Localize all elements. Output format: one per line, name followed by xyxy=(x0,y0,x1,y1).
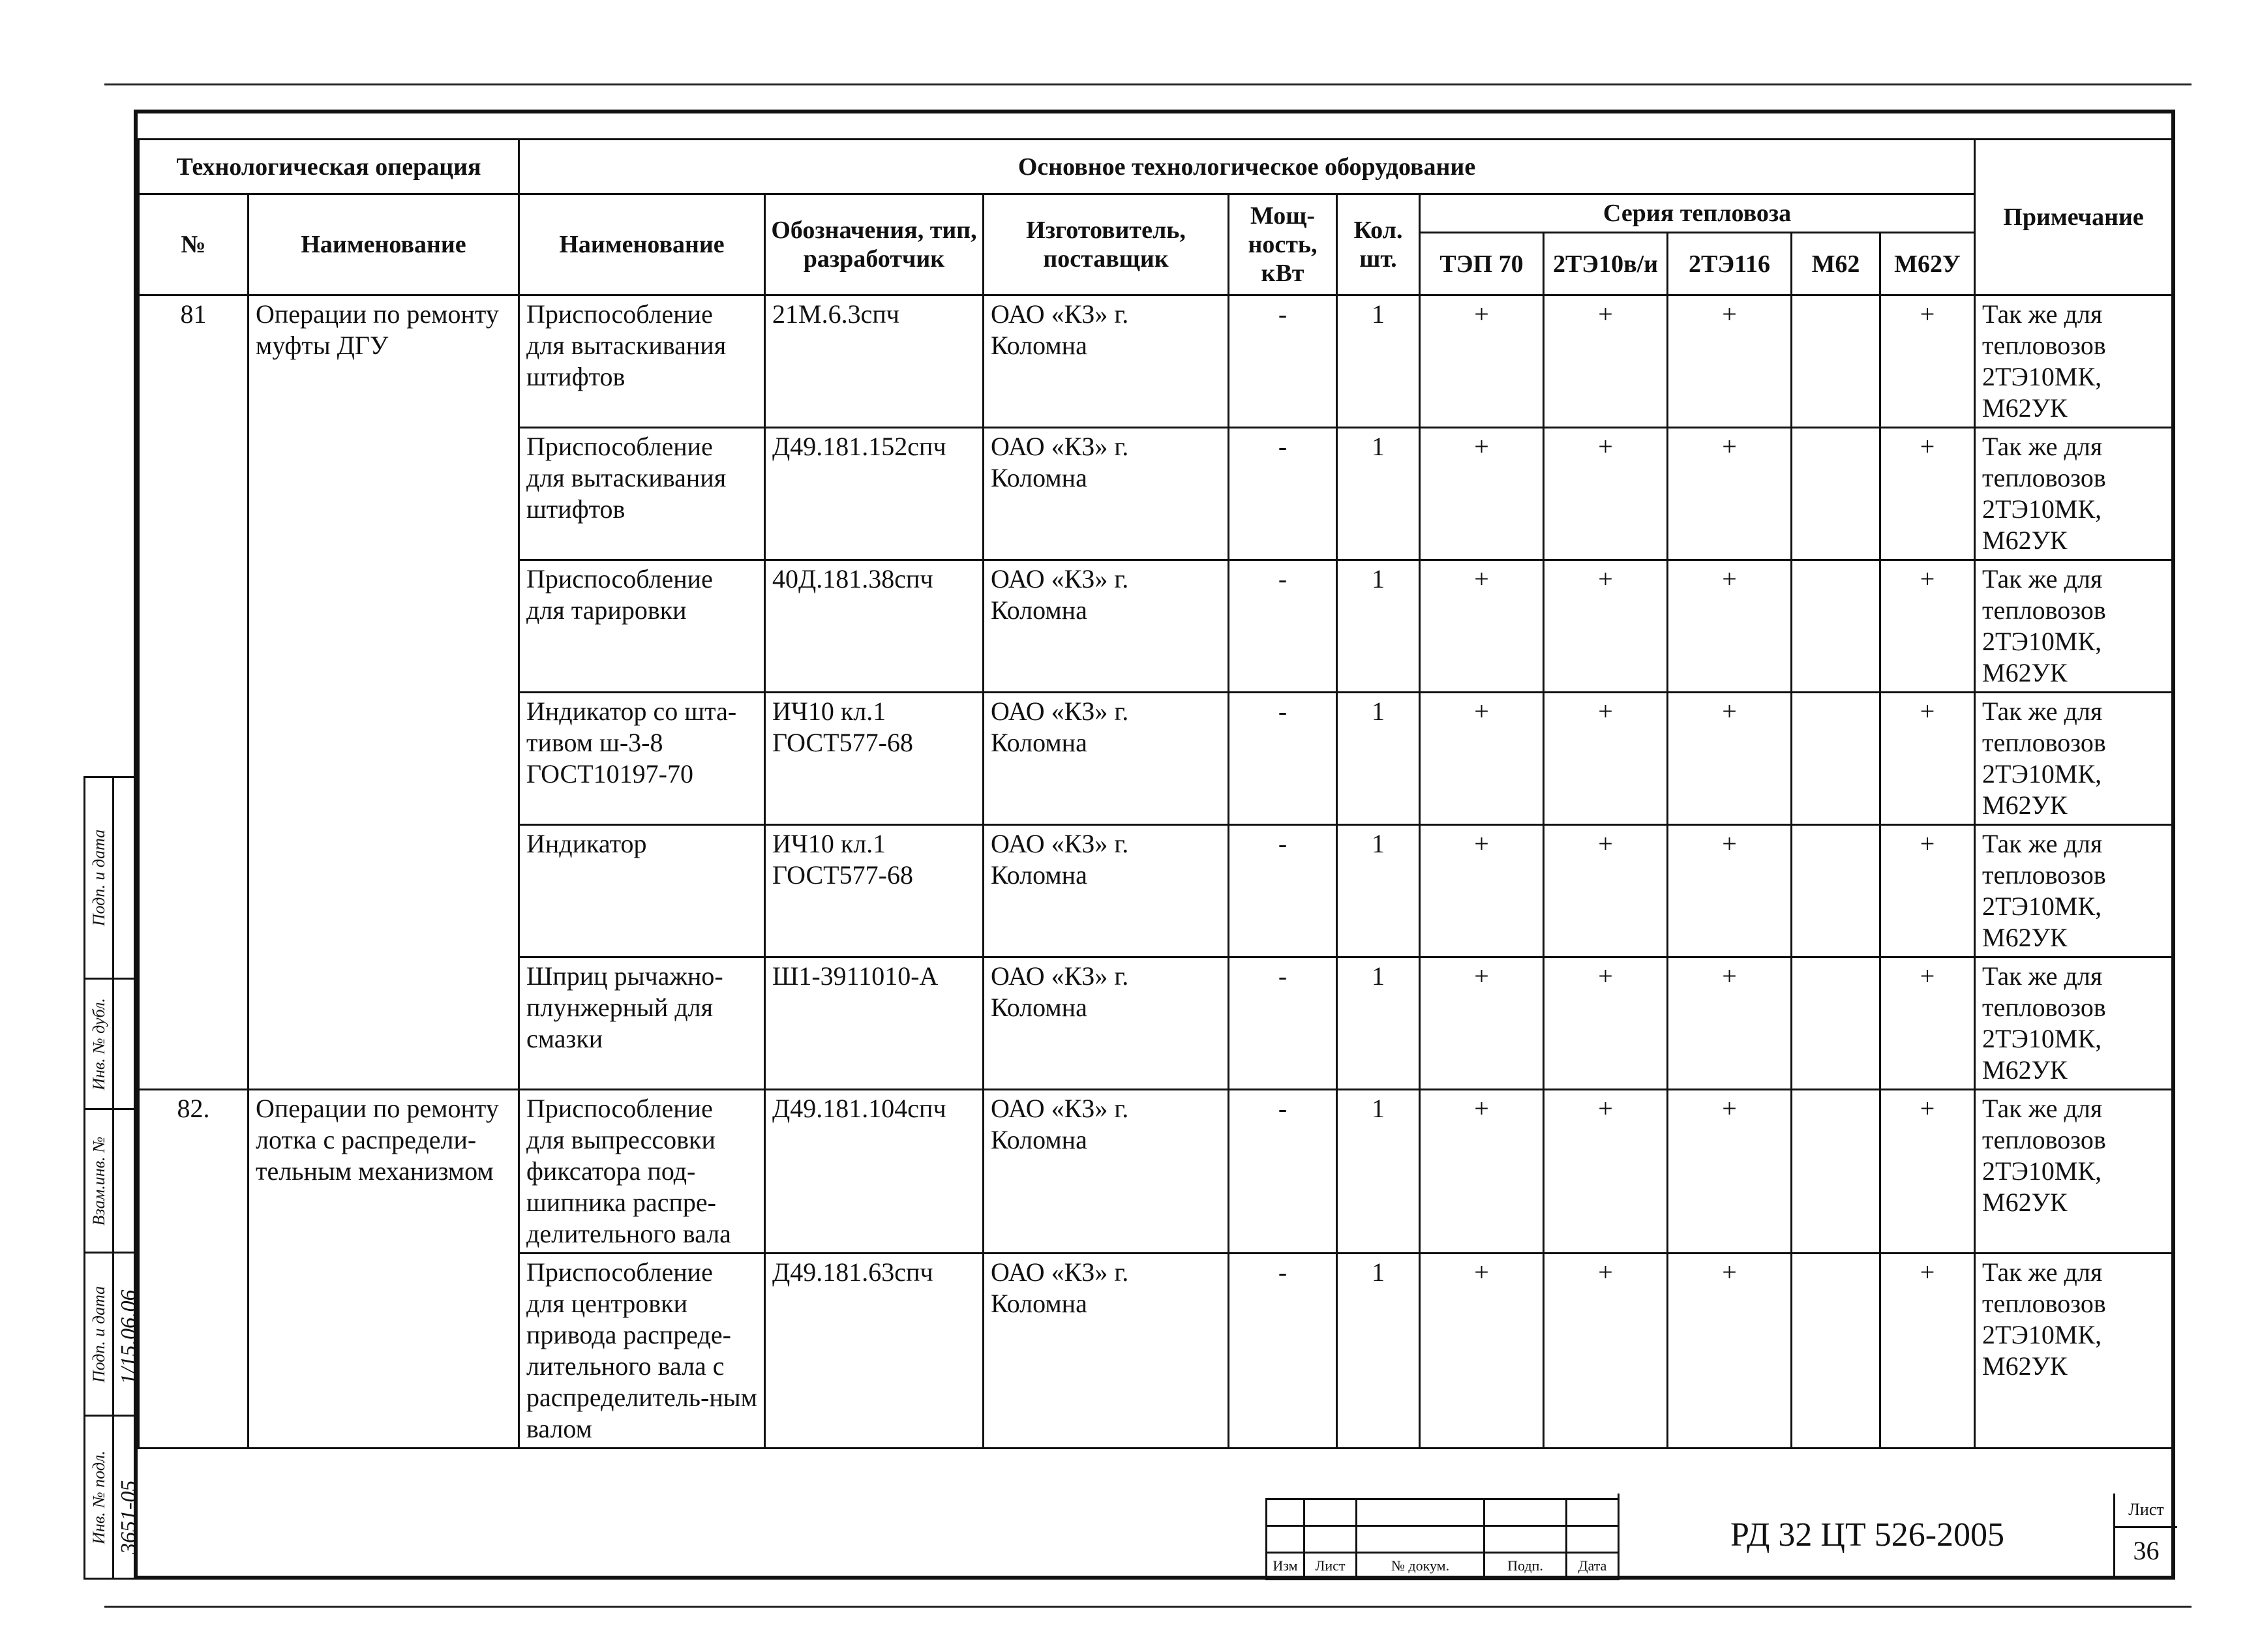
stamp-label: Подп. xyxy=(1484,1553,1567,1580)
series-mark: + xyxy=(1668,957,1792,1090)
manufacturer: ОАО «КЗ» г. Коломна xyxy=(984,693,1229,825)
series-mark: + xyxy=(1668,560,1792,693)
power: - xyxy=(1229,957,1337,1090)
sheet-label: Лист xyxy=(2115,1494,2177,1528)
sidebar-cell xyxy=(85,978,135,1108)
designation: Ш1-3911010-А xyxy=(765,957,984,1090)
series-mark: + xyxy=(1880,1254,1975,1449)
series-mark: + xyxy=(1544,1090,1668,1254)
power: - xyxy=(1229,1254,1337,1449)
quantity: 1 xyxy=(1337,560,1420,693)
power: - xyxy=(1229,825,1337,957)
stamp-label: Дата xyxy=(1567,1553,1619,1580)
table-row xyxy=(139,295,2173,428)
sidebar-cell xyxy=(85,778,135,978)
series-mark xyxy=(1792,693,1880,825)
equipment-name: Приспособление для центровки привода распреде-лительного вала с распределитель-ным валом xyxy=(519,1254,765,1449)
manufacturer: ОАО «КЗ» г. Коломна xyxy=(984,825,1229,957)
power: - xyxy=(1229,693,1337,825)
sheet-box xyxy=(2113,1494,2177,1576)
series-mark: + xyxy=(1668,295,1792,428)
stamp-label: Изм xyxy=(1267,1553,1304,1580)
quantity: 1 xyxy=(1337,1090,1420,1254)
manufacturer: ОАО «КЗ» г. Коломна xyxy=(984,295,1229,428)
header-col-designation: Обозначения, тип, разработчик xyxy=(765,194,984,295)
header-series-col: М62У xyxy=(1880,233,1975,295)
series-mark xyxy=(1792,1254,1880,1449)
header-equipment: Основное технологическое оборудование xyxy=(519,140,1975,194)
operation-name: Операции по ремонту лотка с распредели-тельным механизмом xyxy=(249,1090,519,1449)
sidebar-cell xyxy=(85,1252,141,1415)
note: Так же для тепловозов 2ТЭ10МК, М62УК xyxy=(1975,693,2173,825)
series-mark: + xyxy=(1880,428,1975,560)
series-mark: + xyxy=(1544,1254,1668,1449)
series-mark: + xyxy=(1420,825,1544,957)
sheet-number: 36 xyxy=(2133,1536,2160,1565)
header-col-qty: Кол. шт. xyxy=(1337,194,1420,295)
series-mark: + xyxy=(1668,1254,1792,1449)
series-mark xyxy=(1792,428,1880,560)
note: Так же для тепловозов 2ТЭ10МК, М62УК xyxy=(1975,825,2173,957)
manufacturer: ОАО «КЗ» г. Коломна xyxy=(984,560,1229,693)
top-rule xyxy=(104,83,2192,85)
header-series-col: ТЭП 70 xyxy=(1420,233,1544,295)
series-mark: + xyxy=(1544,825,1668,957)
series-mark: + xyxy=(1420,428,1544,560)
series-mark: + xyxy=(1544,295,1668,428)
note: Так же для тепловозов 2ТЭ10МК, М62УК xyxy=(1975,1090,2173,1254)
series-mark: + xyxy=(1880,1090,1975,1254)
series-mark: + xyxy=(1420,693,1544,825)
header-series-col: 2ТЭ10в/и xyxy=(1544,233,1668,295)
note: Так же для тепловозов 2ТЭ10МК, М62УК xyxy=(1975,957,2173,1090)
series-mark: + xyxy=(1668,825,1792,957)
series-mark: + xyxy=(1880,825,1975,957)
manufacturer: ОАО «КЗ» г. Коломна xyxy=(984,1254,1229,1449)
series-mark xyxy=(1792,295,1880,428)
designation: Д49.181.104спч xyxy=(765,1090,984,1254)
header-col-op-name: Наименование xyxy=(249,194,519,295)
note: Так же для тепловозов 2ТЭ10МК, М62УК xyxy=(1975,428,2173,560)
operation-number: 81 xyxy=(139,295,249,1090)
manufacturer: ОАО «КЗ» г. Коломна xyxy=(984,428,1229,560)
operation-name: Операции по ремонту муфты ДГУ xyxy=(249,295,519,1090)
series-mark: + xyxy=(1420,957,1544,1090)
sidebar-cell xyxy=(85,1108,135,1252)
equipment-table xyxy=(138,138,2173,1449)
designation: ИЧ10 кл.1 ГОСТ577-68 xyxy=(765,693,984,825)
sidebar-label: Подп. и дата xyxy=(89,1285,108,1383)
series-mark: + xyxy=(1880,693,1975,825)
quantity: 1 xyxy=(1337,693,1420,825)
sidebar-cell xyxy=(85,1415,141,1578)
equipment-name: Приспособление для тарировки xyxy=(519,560,765,693)
manufacturer: ОАО «КЗ» г. Коломна xyxy=(984,957,1229,1090)
series-mark: + xyxy=(1420,560,1544,693)
header-series: Серия тепловоза xyxy=(1420,194,1975,233)
power: - xyxy=(1229,295,1337,428)
handwritten-date: 1/15.06.06 xyxy=(117,1289,141,1385)
series-mark: + xyxy=(1544,693,1668,825)
series-mark: + xyxy=(1544,560,1668,693)
equipment-name: Индикатор xyxy=(519,825,765,957)
series-mark: + xyxy=(1880,560,1975,693)
note: Так же для тепловозов 2ТЭ10МК, М62УК xyxy=(1975,560,2173,693)
series-mark: + xyxy=(1668,1090,1792,1254)
sidebar-label: Взам.инв. № xyxy=(89,1136,108,1225)
designation: 40Д.181.38спч xyxy=(765,560,984,693)
designation: Д49.181.63спч xyxy=(765,1254,984,1449)
power: - xyxy=(1229,1090,1337,1254)
quantity: 1 xyxy=(1337,295,1420,428)
designation: 21М.6.3спч xyxy=(765,295,984,428)
stamp-label: Лист xyxy=(1304,1553,1357,1580)
series-mark xyxy=(1792,560,1880,693)
series-mark: + xyxy=(1668,693,1792,825)
series-mark: + xyxy=(1668,428,1792,560)
equipment-name: Индикатор со шта-тивом ш-3-8 ГОСТ10197-70 xyxy=(519,693,765,825)
header-col-manufacturer: Изготовитель, поставщик xyxy=(984,194,1229,295)
designation: Д49.181.152спч xyxy=(765,428,984,560)
header-col-power: Мощ-ность, кВт xyxy=(1229,194,1337,295)
series-mark: + xyxy=(1544,428,1668,560)
stamp-label: № докум. xyxy=(1357,1553,1484,1580)
series-mark xyxy=(1792,1090,1880,1254)
header-tech-operation: Технологическая операция xyxy=(139,140,519,194)
series-mark: + xyxy=(1420,295,1544,428)
quantity: 1 xyxy=(1337,1254,1420,1449)
power: - xyxy=(1229,428,1337,560)
series-mark: + xyxy=(1544,957,1668,1090)
header-note: Примечание xyxy=(1975,140,2173,295)
table-row xyxy=(139,1090,2173,1254)
binding-sidebar xyxy=(83,776,141,1580)
quantity: 1 xyxy=(1337,957,1420,1090)
document-code: РД 32 ЦТ 526-2005 xyxy=(1618,1494,2115,1576)
sidebar-label: Инв. № подл. xyxy=(89,1450,108,1544)
series-mark xyxy=(1792,957,1880,1090)
quantity: 1 xyxy=(1337,428,1420,560)
note: Так же для тепловозов 2ТЭ10МК, М62УК xyxy=(1975,295,2173,428)
handwritten-inv-number: 3651-05 xyxy=(117,1480,141,1554)
series-mark xyxy=(1792,825,1880,957)
revision-table xyxy=(1265,1498,1620,1580)
sidebar-label: Подп. и дата xyxy=(89,829,108,927)
series-mark: + xyxy=(1420,1254,1544,1449)
power: - xyxy=(1229,560,1337,693)
manufacturer: ОАО «КЗ» г. Коломна xyxy=(984,1090,1229,1254)
equipment-name: Шприц рычажно-плунжерный для смазки xyxy=(519,957,765,1090)
operation-number: 82. xyxy=(139,1090,249,1449)
equipment-name: Приспособление для вытаскивания штифтов xyxy=(519,428,765,560)
equipment-name: Приспособление для вытаскивания штифтов xyxy=(519,295,765,428)
header-series-col: М62 xyxy=(1792,233,1880,295)
bottom-rule xyxy=(104,1606,2192,1608)
header-col-no: № xyxy=(139,194,249,295)
series-mark: + xyxy=(1420,1090,1544,1254)
designation: ИЧ10 кл.1 ГОСТ577-68 xyxy=(765,825,984,957)
note: Так же для тепловозов 2ТЭ10МК, М62УК xyxy=(1975,1254,2173,1449)
header-col-eq-name: Наименование xyxy=(519,194,765,295)
quantity: 1 xyxy=(1337,825,1420,957)
series-mark: + xyxy=(1880,295,1975,428)
series-mark: + xyxy=(1880,957,1975,1090)
header-series-col: 2ТЭ116 xyxy=(1668,233,1792,295)
equipment-name: Приспособление для выпрессовки фиксатора под-шипника распре-делительного вала xyxy=(519,1090,765,1254)
sidebar-label: Инв. № дубл. xyxy=(89,997,108,1090)
